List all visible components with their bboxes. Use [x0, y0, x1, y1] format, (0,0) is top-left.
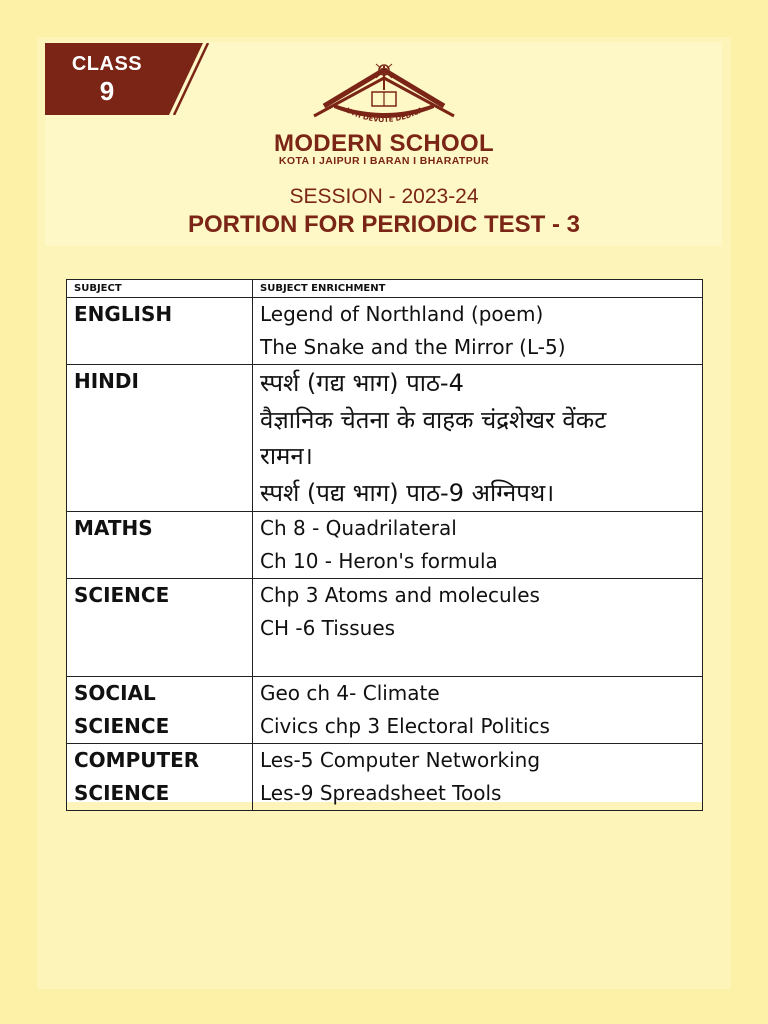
subject-text: COMPUTER	[74, 748, 200, 772]
content-line: Chp 3 Atoms and molecules	[260, 583, 540, 607]
subject-cell	[67, 365, 253, 512]
table-header-row	[67, 280, 703, 298]
content-line: Les-5 Computer Networking	[260, 748, 541, 772]
content-line: Geo ch 4- Climate	[260, 681, 440, 705]
table-row	[67, 744, 703, 811]
table-row	[67, 579, 703, 677]
content-line: रामन।	[260, 442, 313, 470]
content-line: The Snake and the Mirror (L-5)	[260, 335, 566, 359]
content-line: CH -6 Tissues	[260, 616, 396, 640]
table-row	[67, 365, 703, 512]
subject-text: MATHS	[74, 516, 153, 540]
subject-text: SCIENCE	[74, 781, 170, 805]
subject-cell	[67, 744, 253, 811]
content-line: Ch 8 - Quadrilateral	[260, 516, 457, 540]
content-line: Legend of Northland (poem)	[260, 302, 544, 326]
subject-text: SCIENCE	[74, 583, 170, 607]
content-line: Ch 10 - Heron's formula	[260, 549, 498, 573]
portion-title: PORTION FOR PERIODIC TEST - 3	[187, 211, 581, 238]
subject-text: HINDI	[74, 369, 139, 393]
class-number: 9	[99, 76, 115, 106]
content-line: वैज्ञानिक चेतना के वाहक चंद्रशेखर वेंकट	[260, 405, 607, 434]
table-row	[67, 512, 703, 579]
content-cell	[253, 512, 703, 579]
content-cell	[253, 744, 703, 811]
subject-cell	[67, 579, 253, 677]
logo-motto: UTH DEVOTE DEDICA	[344, 106, 425, 125]
class-badge	[45, 43, 213, 115]
school-cities: KOTA I JAIPUR I BARAN I BHARATPUR	[278, 155, 490, 167]
content-cell	[253, 677, 703, 744]
content-cell	[253, 579, 703, 677]
subject-text: SOCIAL	[74, 681, 156, 705]
content-line: स्पर्श (पद्य भाग) पाठ-9 अग्निपथ।	[260, 478, 555, 507]
portion-table-wrap	[66, 279, 703, 805]
header-enrichment: SUBJECT ENRICHMENT	[253, 280, 703, 298]
content-cell	[253, 365, 703, 512]
subject-text: ENGLISH	[74, 302, 173, 326]
subject-cell	[67, 512, 253, 579]
subject-cell	[67, 677, 253, 744]
content-line: Civics chp 3 Electoral Politics	[260, 714, 550, 738]
content-line: Les-9 Spreadsheet Tools	[260, 781, 502, 805]
table-row	[67, 677, 703, 744]
header-subject: SUBJECT	[67, 280, 253, 298]
session-label: SESSION - 2023-24	[289, 185, 479, 208]
school-logo	[312, 56, 456, 134]
school-name: MODERN SCHOOL	[274, 130, 494, 157]
class-label: CLASS	[71, 53, 143, 75]
content-cell	[253, 298, 703, 365]
subject-cell	[67, 298, 253, 365]
content-line: स्पर्श (गद्य भाग) पाठ-4	[260, 369, 464, 397]
portion-table	[66, 279, 703, 811]
table-row	[67, 298, 703, 365]
subject-text: SCIENCE	[74, 714, 170, 738]
